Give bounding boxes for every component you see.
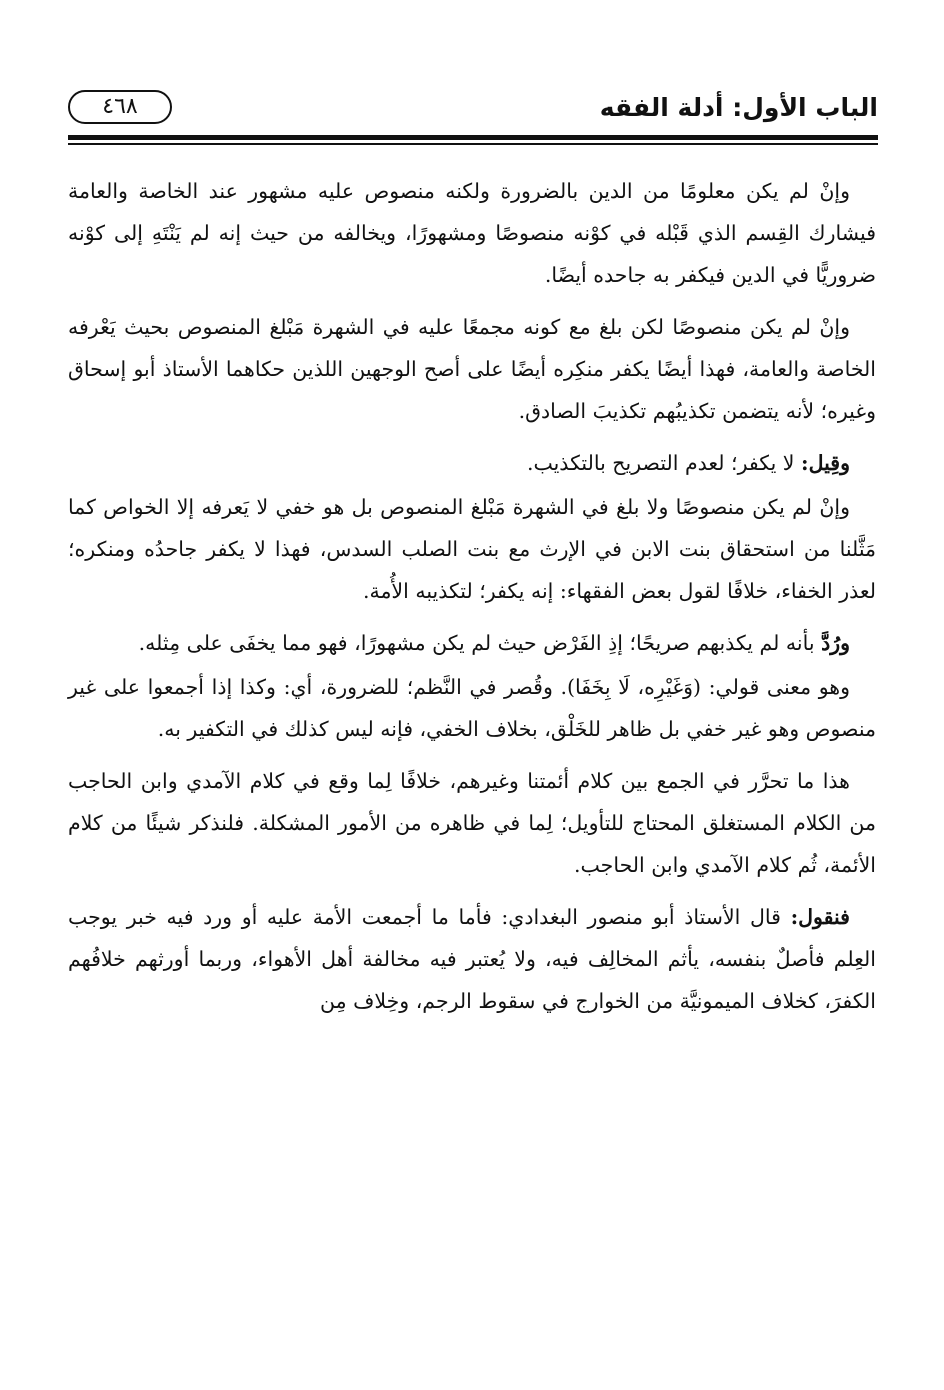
page-number: ٤٦٨ — [68, 90, 172, 124]
paragraph-lead: فنقول: — [790, 905, 850, 929]
paragraph-8 — [68, 896, 876, 1022]
paragraph-text: وإنْ لم يكن منصوصًا لكن بلغ مع كونه مجمعًا عليه في الشهرة مَبْلغ المنصوص بحيث يَعْرفه الخاصة والعامة، فهذا أيضًا يكفر منكِره أيضًا على أصح الوجهين اللذين حكاهما الأستاذ أبو إسحاق وغيره؛ لأنه يتضمن تكذيبُهم تكذيبَ الصادق. — [68, 315, 876, 423]
paragraph-7 — [68, 760, 876, 886]
paragraph-text: بأنه لم يكذبهم صريحًا؛ إذِ الفَرْض حيث لم يكن مشهورًا، فهو مما يخفَى على مِثله. — [138, 631, 822, 655]
paragraph-2 — [68, 306, 876, 432]
paragraph-text: وإنْ لم يكن معلومًا من الدين بالضرورة ولكنه منصوص عليه مشهور عند الخاصة والعامة فيشارك القِسم الذي قَبْله في كوْنه منصوصًا ومشهورًا، ويخالفه من حيث إنه لم يَنْتَهِ إلى كوْنه ضروريًّا في الدين فيكفر به جاحده أيضًا. — [68, 179, 876, 287]
paragraph-3 — [68, 442, 876, 484]
paragraph-4 — [68, 486, 876, 612]
paragraph-5 — [68, 622, 876, 664]
chapter-title: الباب الأول: أدلة الفقه — [599, 93, 878, 122]
paragraph-text: لا يكفر؛ لعدم التصريح بالتكذيب. — [526, 451, 802, 475]
paragraph-text: وهو معنى قولي: (وَغَيْرِه، لَا بِخَفَا). وقُصر في النَّظم؛ للضرورة، أي: وكذا إذا أجمعوا على غير منصوص وهو غير خفي بل ظاهر للخَلْق، بخلاف الخفي، فإنه ليس كذلك في التكفير به. — [68, 675, 876, 741]
paragraph-6 — [68, 666, 876, 750]
header-rule-thin — [68, 143, 878, 145]
paragraph-lead: وقِيل: — [801, 451, 850, 475]
page-body — [68, 170, 876, 1032]
running-header — [68, 88, 878, 134]
paragraph-text: وإنْ لم يكن منصوصًا ولا بلغ في الشهرة مَبْلغ المنصوص بل هو خفي لا يَعرفه إلا الخواص كما مَثَّلنا من استحقاق بنت الابن في الإرث مع بنت الصلب السدس، فهذا لا يكفر جاحدُه ومنكره؛ لعذر الخفاء، خلافًا لقول بعض الفقهاء: إنه يكفر؛ لتكذيبه الأُمة. — [68, 495, 876, 603]
paragraph-text: قال الأستاذ أبو منصور البغدادي: فأما ما أجمعت الأمة عليه أو ورد فيه خبر يوجب العِلم فأصلٌ بنفسه، يأثم المخالِف فيه، ولا يُعتبر فيه مخالفة أهل الأهواء، وربما أورثهم خلافُهم الكفرَ، كخلاف الميمونيَّة من الخوارج في سقوط الرجم، وخِلاف مِن — [68, 905, 876, 1013]
paragraph-1 — [68, 170, 876, 296]
paragraph-lead: ورُدَّ — [821, 631, 850, 655]
paragraph-text: هذا ما تحرَّر في الجمع بين كلام أئمتنا وغيرهم، خلافًا لِما وقع في كلام الآمدي وابن الحاجب من الكلام المستغلق المحتاج للتأويل؛ لِما في ظاهره من الأمور المشكلة. فلنذكر شيئًا من كلام الأئمة، ثُم كلام الآمدي وابن الحاجب. — [68, 769, 876, 877]
header-rule-thick — [68, 135, 878, 140]
